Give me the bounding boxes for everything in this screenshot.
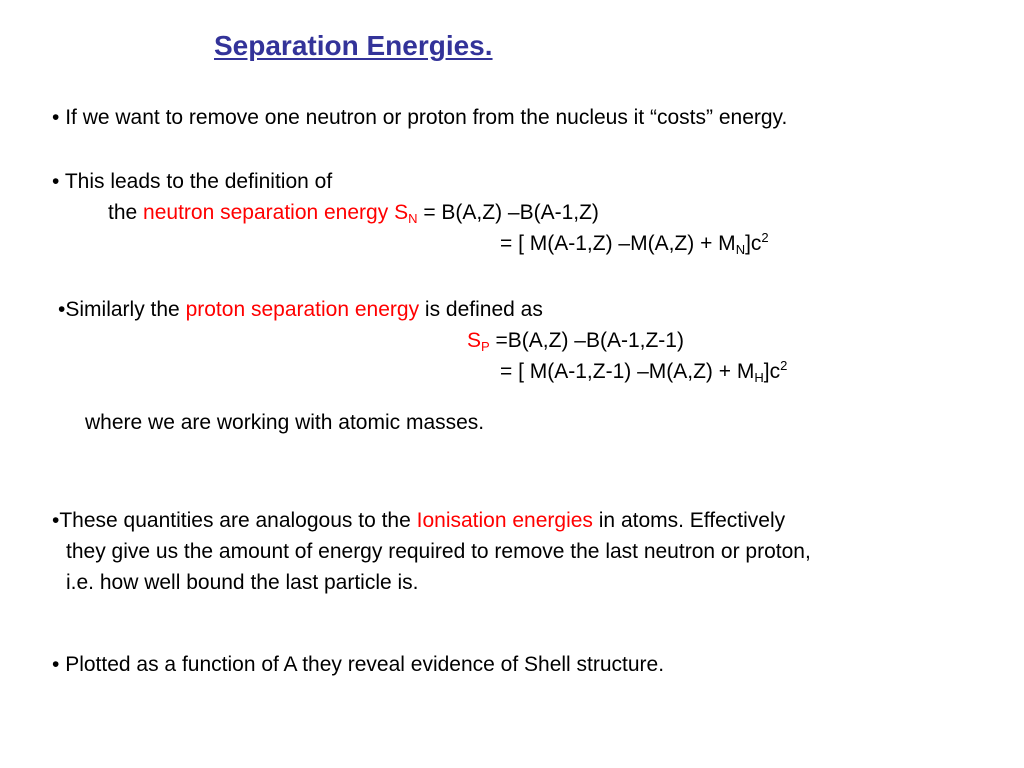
bullet-marker: • <box>52 170 60 193</box>
bullet-1-text: If we want to remove one neutron or proton from the nucleus it “costs” energy. <box>65 106 788 129</box>
bullet-marker: • <box>52 106 60 129</box>
bullet-5-text: Plotted as a function of A they reveal evidence of Shell structure. <box>65 653 665 676</box>
proton-equation-2: = [ M(A-1,Z-1) $-M(A,Z) + M_H]c^2$ <box>500 358 788 385</box>
bullet-3-intro: •Similarly the proton separation energy is defined as <box>58 298 543 321</box>
bullet-2-intro <box>52 170 332 194</box>
proton-separation-energy-term: proton separation energy <box>185 298 420 321</box>
bullet-5 <box>52 653 664 677</box>
bullet-1 <box>52 106 787 130</box>
ionisation-energies-term: Ionisation energies <box>416 509 593 532</box>
bullet-marker: • <box>52 653 60 676</box>
neutron-separation-energy-term: neutron separation energy $S_N$ <box>143 201 418 226</box>
proton-symbol: $S_P$ <box>467 329 490 354</box>
neutron-definition-line <box>108 201 599 225</box>
slide-title: Separation Energies. <box>214 30 493 61</box>
the-word: the <box>108 201 138 224</box>
neutron-equation-1: = B(A,Z) –B(A-1,Z) <box>423 201 599 224</box>
bullet-2-intro-text: This leads to the definition of <box>64 170 333 193</box>
bullet-4-line-3: i.e. how well bound the last particle is. <box>66 571 419 594</box>
neutron-equation-2: = [ M(A-1,Z) $-M(A,Z) + M_N]c^2$ <box>500 230 769 257</box>
proton-equation-1: $S_P =B(A,Z)$ –B(A-1,Z-1) <box>467 329 684 354</box>
bullet-4-line-1: •These quantities are analogous to the Ionisation energies in atoms. Effectively <box>52 509 786 532</box>
bullet-marker: • <box>58 298 66 321</box>
bullet-marker: • <box>52 509 60 532</box>
atomic-masses-note: where we are working with atomic masses. <box>85 411 485 434</box>
bullet-4-line-2: they give us the amount of energy required to remove the last neutron or proton, <box>66 540 811 563</box>
